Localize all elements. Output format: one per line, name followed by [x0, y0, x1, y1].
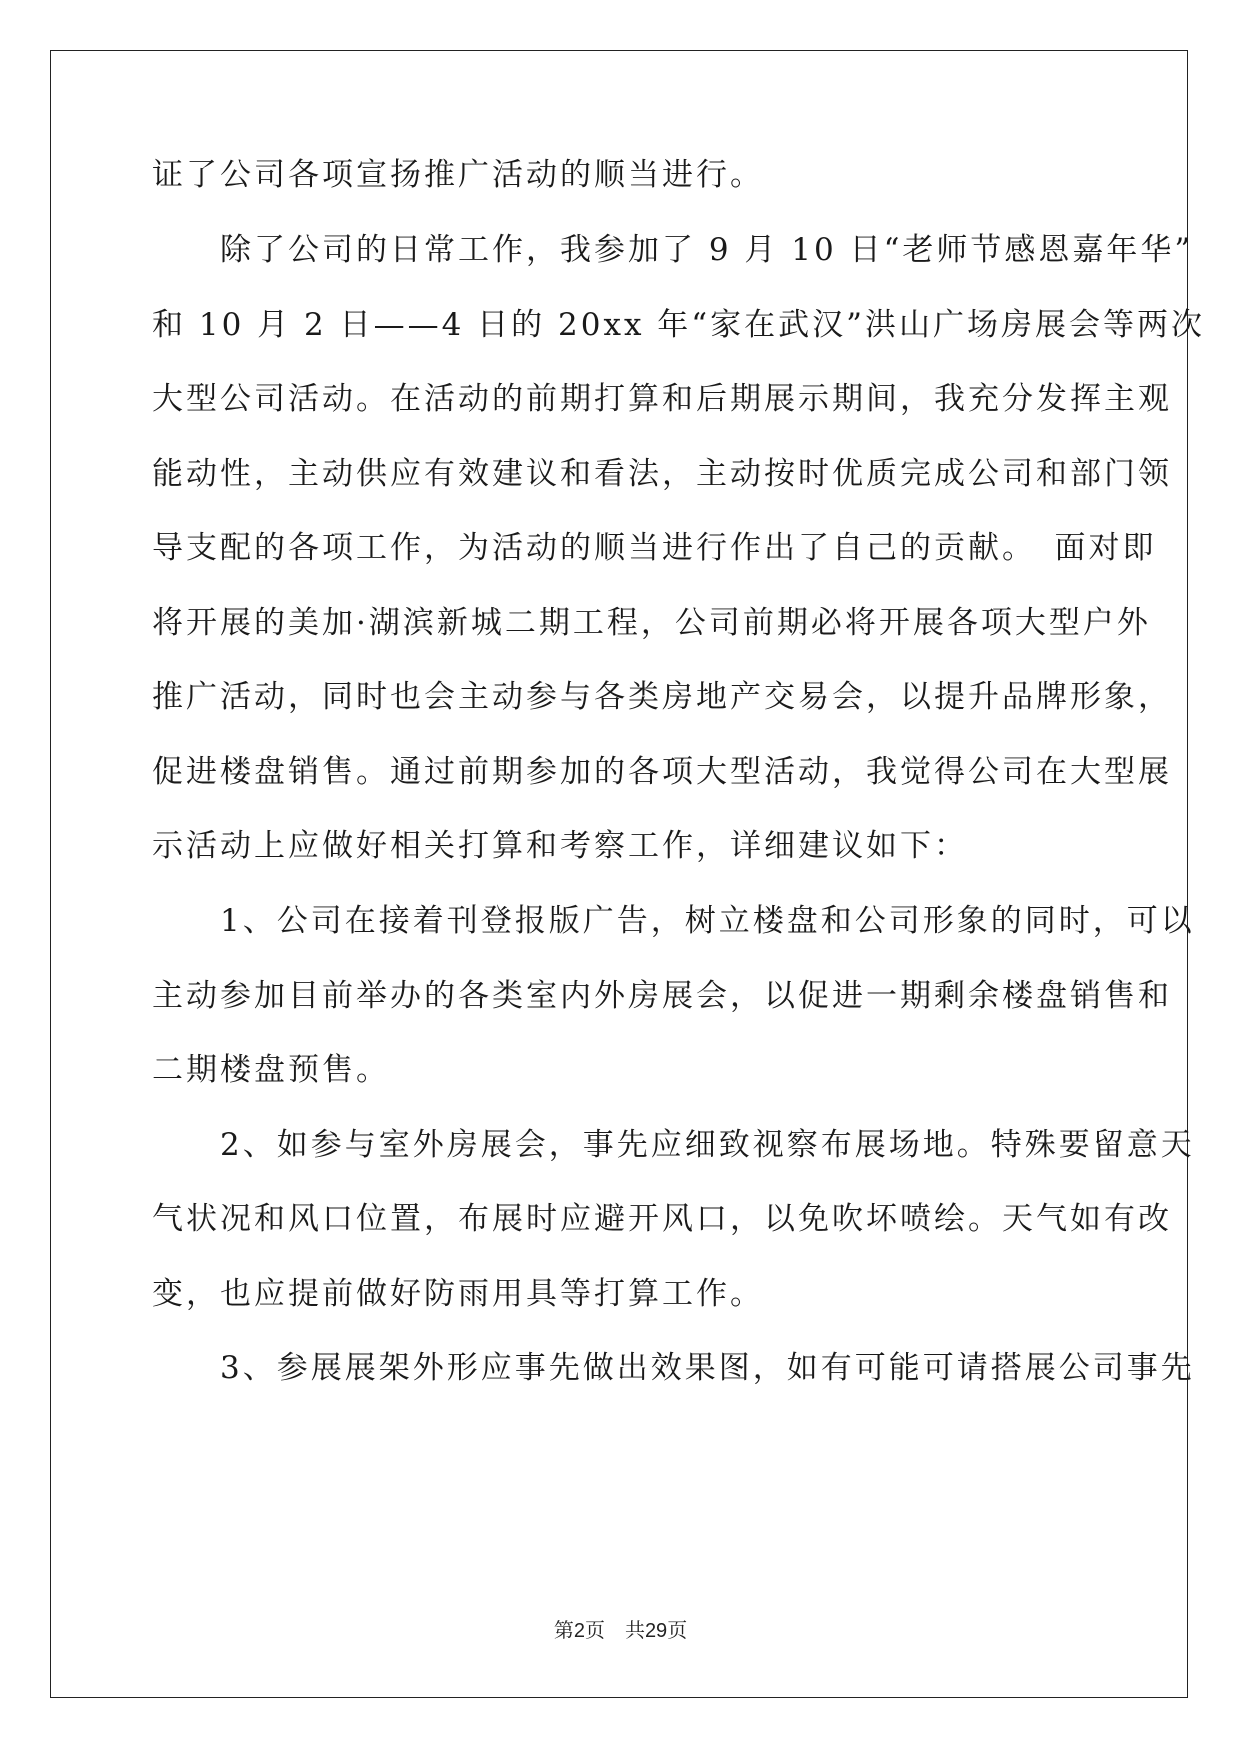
page-suffix: 页 — [584, 1618, 605, 1642]
text-line: 促进楼盘销售。通过前期参加的各项大型活动，我觉得公司在大型展 — [152, 754, 1172, 790]
text-line: 示活动上应做好相关打算和考察工作，详细建议如下： — [152, 828, 968, 864]
text-line: 和 10 月 2 日——4 日的 20xx 年“家在武汉”洪山广场房展会等两次 — [152, 307, 1205, 343]
page-border — [50, 50, 1188, 1698]
total-pages: 29 — [644, 1620, 668, 1642]
text-line: 气状况和风口位置，布展时应避开风口，以免吹坏喷绘。天气如有改 — [152, 1201, 1172, 1237]
text-line: 二期楼盘预售。 — [152, 1052, 390, 1088]
page-footer — [0, 1617, 1241, 1644]
text-line: 除了公司的日常工作，我参加了 9 月 10 日“老师节感恩嘉年华” — [152, 232, 1194, 268]
text-line: 导支配的各项工作，为活动的顺当进行作出了自己的贡献。 面对即 — [152, 530, 1157, 566]
text-line: 3、参展展架外形应事先做出效果图，如有可能可请搭展公司事先 — [152, 1350, 1195, 1386]
text-line: 证了公司各项宣扬推广活动的顺当进行。 — [152, 157, 764, 193]
text-line: 能动性，主动供应有效建议和看法，主动按时优质完成公司和部门领 — [152, 456, 1172, 492]
text-line: 主动参加目前举办的各类室内外房展会，以促进一期剩余楼盘销售和 — [152, 978, 1172, 1014]
page-prefix: 第 — [553, 1618, 574, 1642]
text-line: 变，也应提前做好防雨用具等打算工作。 — [152, 1276, 764, 1312]
total-suffix: 页 — [667, 1618, 688, 1642]
page-number: 2 — [573, 1620, 585, 1642]
text-line: 大型公司活动。在活动的前期打算和后期展示期间，我充分发挥主观 — [152, 381, 1172, 417]
total-prefix: 共 — [624, 1618, 645, 1642]
text-line: 1、公司在接着刊登报版广告，树立楼盘和公司形象的同时，可以 — [152, 903, 1195, 939]
text-line: 推广活动，同时也会主动参与各类房地产交易会，以提升品牌形象， — [152, 679, 1172, 715]
text-line: 2、如参与室外房展会，事先应细致视察布展场地。特殊要留意天 — [152, 1127, 1195, 1163]
text-line: 将开展的美加·湖滨新城二期工程，公司前期必将开展各项大型户外 — [152, 605, 1151, 641]
